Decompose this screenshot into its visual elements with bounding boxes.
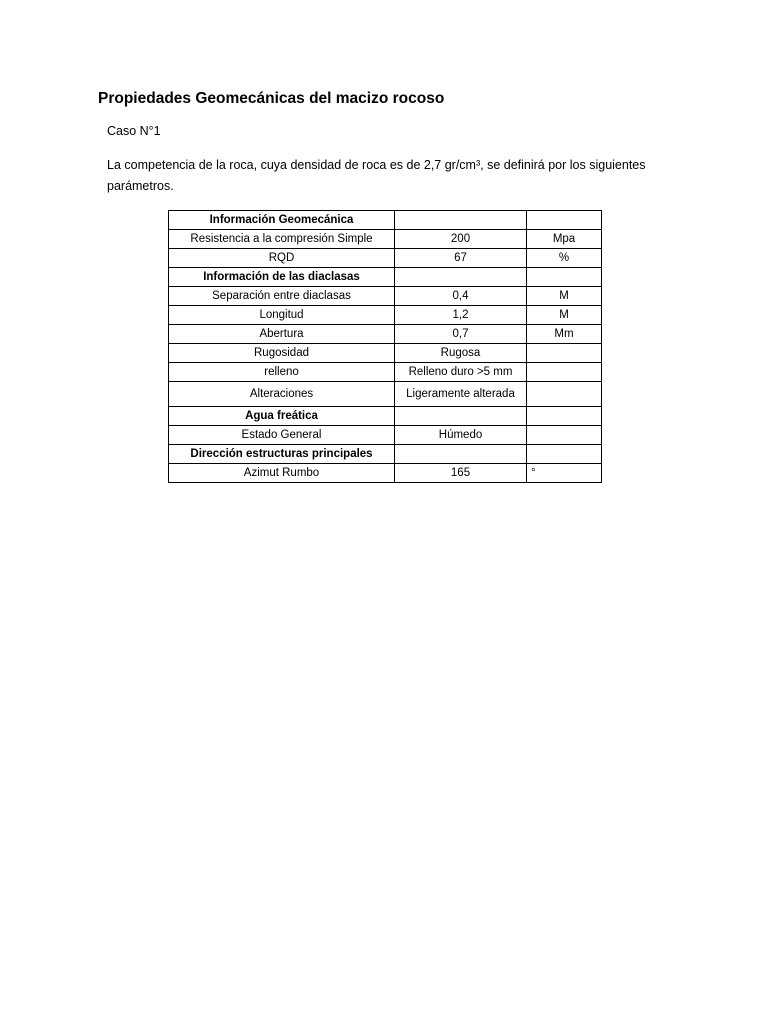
- value-cell: 1,2: [395, 306, 527, 325]
- parameter-cell: Separación entre diaclasas: [169, 287, 395, 306]
- table-row: [169, 464, 602, 483]
- unit-cell: [527, 382, 602, 407]
- unit-cell: [527, 363, 602, 382]
- table-row: [169, 287, 602, 306]
- unit-cell: %: [527, 249, 602, 268]
- parameter-cell: Longitud: [169, 306, 395, 325]
- unit-cell: M: [527, 306, 602, 325]
- value-cell: Relleno duro >5 mm: [395, 363, 527, 382]
- intro-paragraph: La competencia de la roca, cuya densidad de roca es de 2,7 gr/cm³, se definirá por los siguientes parámetros.: [107, 158, 646, 193]
- parameter-cell: Información de las diaclasas: [169, 268, 395, 287]
- table-row: [169, 230, 602, 249]
- table-row: [169, 249, 602, 268]
- parameter-cell: Rugosidad: [169, 344, 395, 363]
- unit-cell: [527, 407, 602, 426]
- unit-cell: M: [527, 287, 602, 306]
- value-cell: Rugosa: [395, 344, 527, 363]
- table-row: [169, 268, 602, 287]
- geomechanical-properties-table: [168, 210, 602, 483]
- value-cell: [395, 211, 527, 230]
- unit-cell: [527, 344, 602, 363]
- value-cell: 67: [395, 249, 527, 268]
- value-cell: 0,4: [395, 287, 527, 306]
- parameter-cell: Dirección estructuras principales: [169, 445, 395, 464]
- parameter-cell: relleno: [169, 363, 395, 382]
- parameter-cell: RQD: [169, 249, 395, 268]
- unit-cell: [527, 268, 602, 287]
- table-row: [169, 407, 602, 426]
- unit-cell: Mm: [527, 325, 602, 344]
- value-cell: Ligeramente alterada: [395, 382, 527, 407]
- value-cell: [395, 407, 527, 426]
- table-row: [169, 344, 602, 363]
- page-title: Propiedades Geomecánicas del macizo rocoso: [98, 90, 445, 107]
- case-label: Caso N°1: [107, 124, 161, 138]
- value-cell: 165: [395, 464, 527, 483]
- unit-cell: [527, 445, 602, 464]
- table-body: [169, 211, 602, 483]
- table-row: [169, 306, 602, 325]
- unit-cell: Mpa: [527, 230, 602, 249]
- parameter-cell: Abertura: [169, 325, 395, 344]
- parameter-cell: Estado General: [169, 426, 395, 445]
- unit-cell: [527, 211, 602, 230]
- parameter-cell: Resistencia a la compresión Simple: [169, 230, 395, 249]
- table-row: [169, 325, 602, 344]
- value-cell: [395, 445, 527, 464]
- parameter-cell: Alteraciones: [169, 382, 395, 407]
- value-cell: [395, 268, 527, 287]
- value-cell: 200: [395, 230, 527, 249]
- table-row: [169, 445, 602, 464]
- table-row: [169, 382, 602, 407]
- unit-cell: [527, 426, 602, 445]
- table-row: [169, 363, 602, 382]
- parameter-cell: Azimut Rumbo: [169, 464, 395, 483]
- table-row: [169, 426, 602, 445]
- unit-cell: °: [527, 464, 602, 483]
- value-cell: 0,7: [395, 325, 527, 344]
- parameter-cell: Información Geomecánica: [169, 211, 395, 230]
- table-row: [169, 211, 602, 230]
- value-cell: Húmedo: [395, 426, 527, 445]
- parameter-cell: Agua freática: [169, 407, 395, 426]
